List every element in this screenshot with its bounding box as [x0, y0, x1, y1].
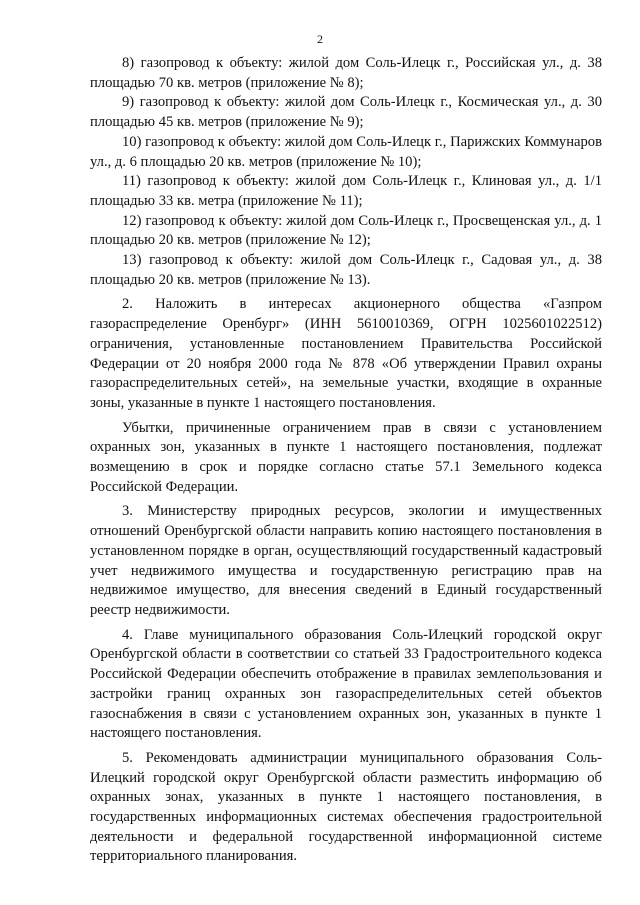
clause-4: 4. Главе муниципального образования Соль-Илецкий городской округ Оренбургской области в соответствии со статьей 33 Градостроительного кодекса Российской Федерации обеспечить отображение в правилах землепользования и застройки границ охранных зон газораспределительных сетей объектов газоснабжения в связи с установлением охранных зон, указанных в пункте 1 настоящего постановления.	[90, 626, 602, 742]
clause-3: 3. Министерству природных ресурсов, экологии и имущественных отношений Оренбургской области направить копию настоящего постановления в установленном порядке в орган, осуществляющий государственный кадастровый учет недвижимого имущества и государственную регистрацию прав на недвижимое имущество, для внесения сведений в Единый государственный реестр недвижимости.	[90, 503, 602, 618]
list-item-12: 12) газопровод к объекту: жилой дом Соль-Илецк г., Просвещенская ул., д. 1 площадью 20 кв. метров (приложение № 12);	[90, 212, 602, 249]
list-item-8: 8) газопровод к объекту: жилой дом Соль-Илецк г., Российская ул., д. 38 площадью 70 кв. метров (приложение № 8);	[90, 55, 602, 91]
list-item-13: 13) газопровод к объекту: жилой дом Соль-Илецк г., Садовая ул., д. 38 площадью 20 кв. метров (приложение № 13).	[90, 252, 602, 288]
clause-5: 5. Рекомендовать администрации муниципального образования Соль-Илецкий городской округ Оренбургской области разместить информацию об охранных зонах, указанных в пункте 1 настоящего постановления, в государственных информационных системах обеспечения градостроительной деятельности и федеральной государственной информационной системе территориального планирования.	[90, 749, 602, 865]
page-number: 2	[317, 32, 323, 46]
clause-2-losses: Убытки, причиненные ограничением прав в связи с установлением охранных зон, указанных в пункте 1 настоящего постановления, подлежат возмещению в срок и порядке согласно статье 57.1 Земельного кодекса Российской Федерации.	[90, 419, 602, 495]
list-item-9: 9) газопровод к объекту: жилой дом Соль-Илецк г., Космическая ул., д. 30 площадью 45 кв. метров (приложение № 9);	[90, 94, 602, 131]
list-item-10: 10) газопровод к объекту: жилой дом Соль-Илецк г., Парижских Коммунаров ул., д. 6 площадью 20 кв. метров (приложение № 10);	[90, 133, 602, 170]
list-item-11: 11) газопровод к объекту: жилой дом Соль-Илецк г., Клиновая ул., д. 1/1 площадью 33 кв. метра (приложение № 11);	[90, 173, 602, 209]
clause-2: 2. Наложить в интересах акционерного общества «Газпром газораспределение Оренбург» (ИНН 5610010369, ОГРН 1025601022512) ограничения, установленные постановлением Правительства Российской Федерации от 20 ноября 2000 года № 878 «Об утверждении Правил охраны газораспределительных сетей», на земельные участки, входящие в охранные зоны, указанные в пункте 1 настоящего постановления.	[90, 296, 602, 411]
document-body	[90, 54, 602, 867]
